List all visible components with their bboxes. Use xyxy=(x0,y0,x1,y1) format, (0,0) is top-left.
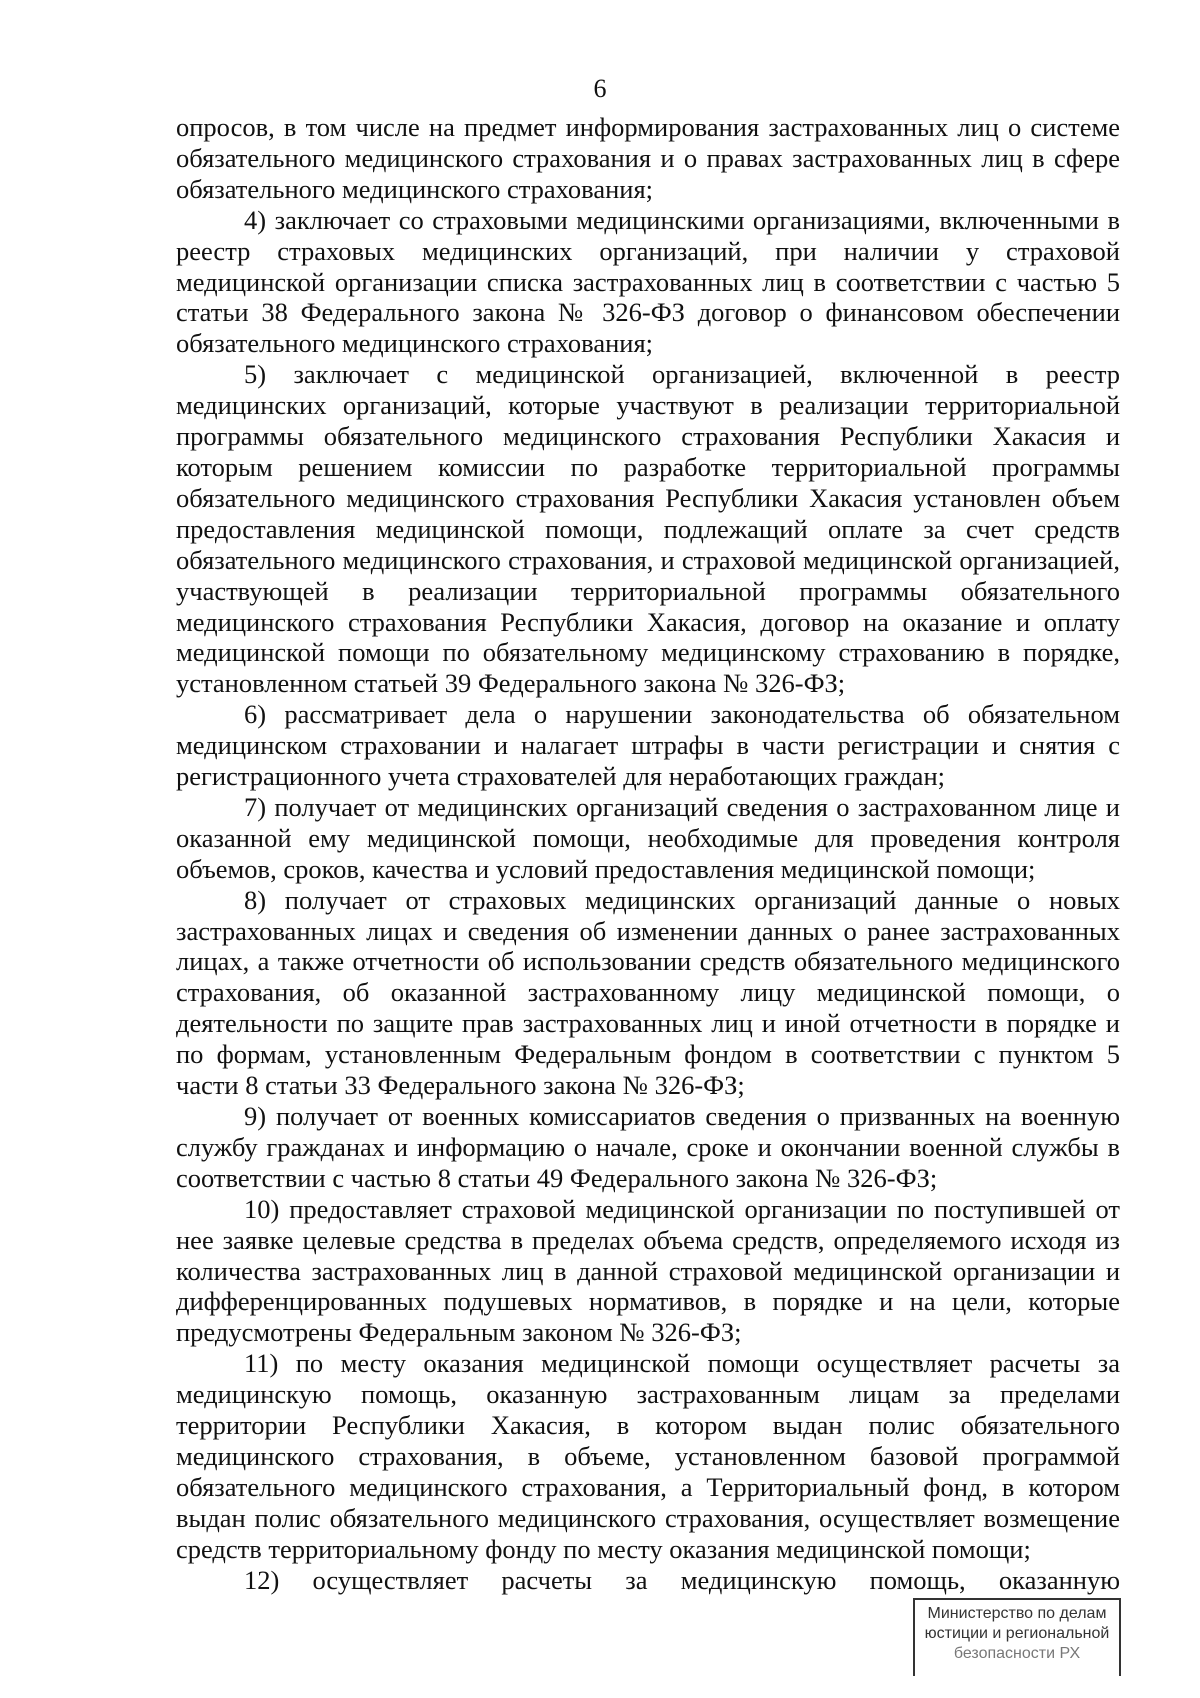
page-number: 6 xyxy=(593,74,607,103)
paragraph-item-8: 8) получает от страховых медицинских организаций данные о новых застрахованных лицах и сведения об изменении данных о ранее застрахованных лицах, а также отчетности об использовании средств обязательного медицинского страхования, об оказанной застрахованному лицу медицинской помощи, о деятельности по защите прав застрахованных лиц и иной отчетности в порядке и по формам, установленным Федеральным фондом в соответствии с пунктом 5 части 8 статьи 33 Федерального закона № 326-ФЗ; xyxy=(176,884,1120,1101)
stamp-line-1: Министерство по делам xyxy=(927,1605,1107,1622)
paragraph-item-10: 10) предоставляет страховой медицинской организации по поступившей от нее заявке целевые средства в пределах объема средств, определяемого исходя из количества застрахованных лиц в данной страховой медицинской организации и дифференцированных подушевых нормативов, в порядке и на цели, которые предусмотрены Федеральным законом № 326-ФЗ; xyxy=(176,1193,1120,1348)
paragraph-item-7: 7) получает от медицинских организаций сведения о застрахованном лице и оказанной ему медицинской помощи, необходимые для проведения контроля объемов, сроков, качества и условий предоставления медицинской помощи; xyxy=(176,791,1120,884)
stamp-line-2: юстиции и региональной xyxy=(924,1625,1110,1642)
stamp-line-3: безопасности РХ xyxy=(953,1645,1081,1662)
paragraph-item-4: 4) заключает со страховыми медицинскими организациями, включенными в реестр страховых медицинских организаций, при наличии у страховой медицинской организации списка застрахованных лиц в соответствии с частью 5 статьи 38 Федерального закона № 326-ФЗ договор о финансовом обеспечении обязательного медицинского страхования; xyxy=(176,204,1120,359)
paragraph-continuation: опросов, в том числе на предмет информирования застрахованных лиц о системе обязательного медицинского страхования и о правах застрахованных лиц в сфере обязательного медицинского страхования; xyxy=(176,112,1120,204)
paragraph-item-9: 9) получает от военных комиссариатов сведения о призванных на военную службу гражданах и информацию о начале, сроке и окончании военной службы в соответствии с частью 8 статьи 49 Федерального закона № 326-ФЗ; xyxy=(176,1101,1120,1193)
paragraph-item-6: 6) рассматривает дела о нарушении законодательства об обязательном медицинском страховании и налагает штрафы в части регистрации и снятия с регистрационного учета страхователей для неработающих граждан; xyxy=(176,699,1120,792)
document-body xyxy=(176,112,1120,1596)
ministry-stamp xyxy=(913,1598,1121,1676)
paragraph-item-5: 5) заключает с медицинской организацией, включенной в реестр медицинских организаций, которые участвуют в реализации территориальной программы обязательного медицинского страхования Республики Хакасия и которым решением комиссии по разработке территориальной программы обязательного медицинского страхования Республики Хакасия установлен объем предоставления медицинской помощи, подлежащий оплате за счет средств обязательного медицинского страхования, и страховой медицинской организацией, участвующей в реализации территориальной программы обязательного медицинского страхования Республики Хакасия, договор на оказание и оплату медицинской помощи по обязательному медицинскому страхованию в порядке, установленном статьей 39 Федерального закона № 326-ФЗ; xyxy=(176,359,1120,699)
paragraph-item-12: 12) осуществляет расчеты за медицинскую помощь, оказанную xyxy=(244,1564,1120,1595)
paragraph-item-11: 11) по месту оказания медицинской помощи осуществляет расчеты за медицинскую помощь, оказанную застрахованным лицам за пределами территории Республики Хакасия, в котором выдан полис обязательного медицинского страхования, в объеме, установленном базовой программой обязательного медицинского страхования, а Территориальный фонд, в котором выдан полис обязательного медицинского страхования, осуществляет возмещение средств территориальному фонду по месту оказания медицинской помощи; xyxy=(176,1348,1120,1564)
